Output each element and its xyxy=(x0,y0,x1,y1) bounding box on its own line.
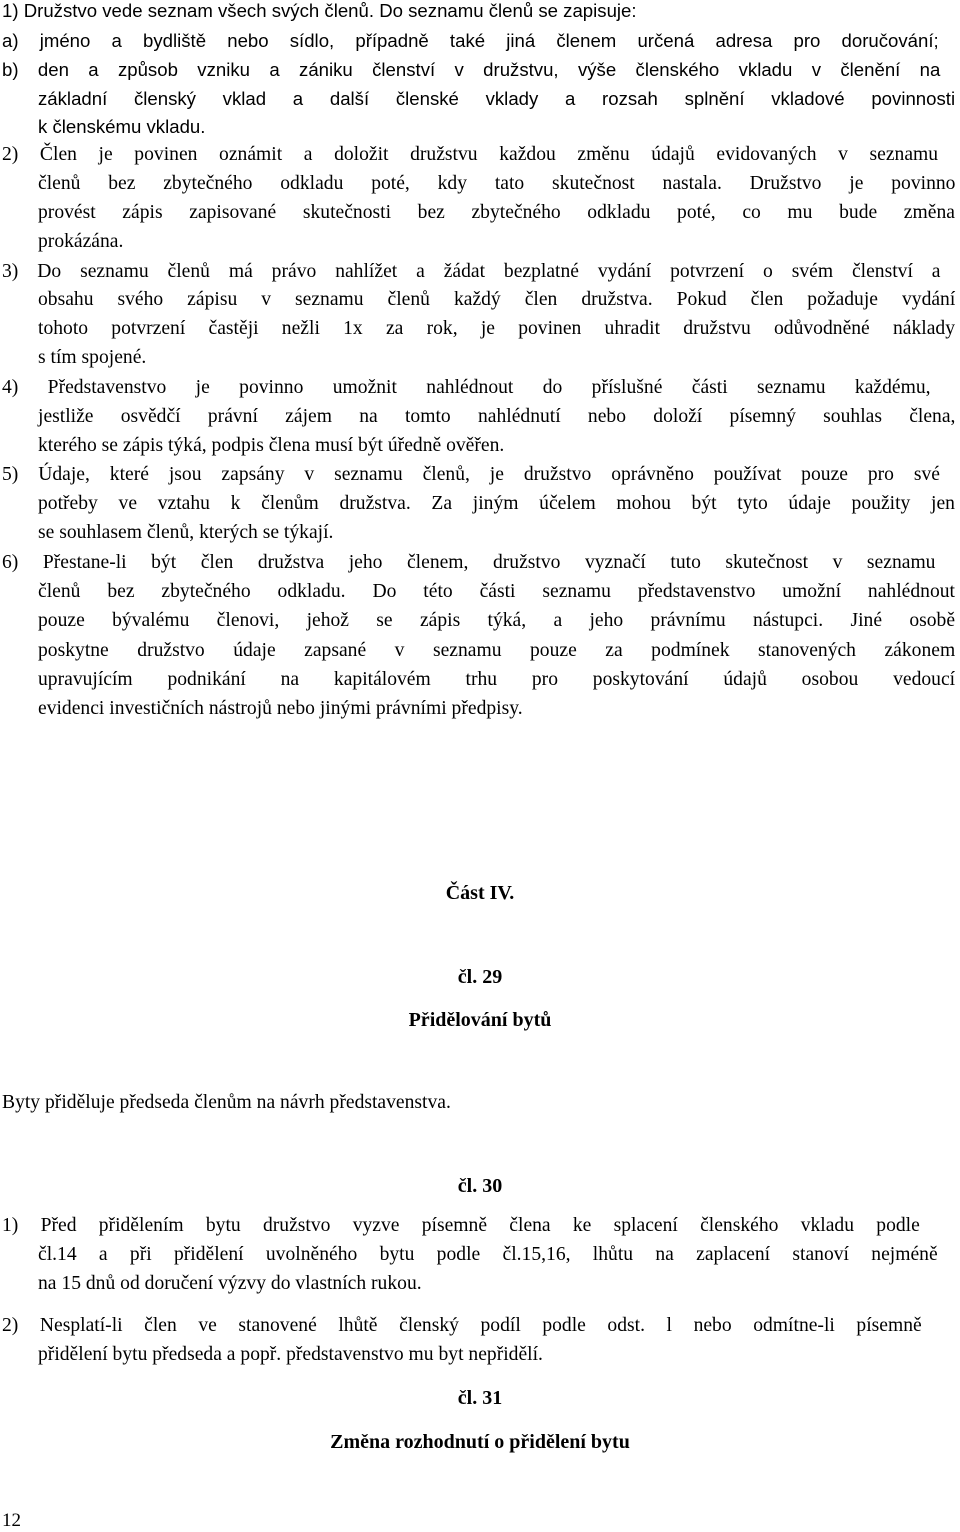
body-line: 5) Údaje, které jsou zapsány v seznamu členů, je družstvo oprávněno používat pouze pro své xyxy=(2,464,940,485)
body-line: jestliže osvědčí právní zájem na tomto nahlédnutí nebo doloží písemný souhlas člena, xyxy=(38,406,956,427)
article-30-line: na 15 dnů od doručení výzvy do vlastních rukou. xyxy=(38,1273,422,1294)
body-line: tohoto potvrzení častěji nežli 1x za rok, je povinen uhradit družstvu odůvodněné náklady xyxy=(38,318,956,339)
article-29-text: Byty přiděluje předseda členům na návrh představenstva. xyxy=(2,1092,451,1113)
article-29-heading: čl. 29 xyxy=(457,966,503,988)
article-30-line: přidělení bytu předseda a popř. představenstvo mu byt nepřidělí. xyxy=(38,1344,543,1365)
body-line: členů bez zbytečného odkladu. Do této části seznamu představenstvo umožní nahlédnout xyxy=(38,581,955,602)
body-line: b) den a způsob vzniku a zániku členství v družstvu, výše členského vkladu v členění na xyxy=(2,59,941,80)
body-line: a) jméno a bydliště nebo sídlo, případně také jiná členem určená adresa pro doručování; xyxy=(2,30,939,51)
body-line: upravujícím podnikání na kapitálovém trhu pro poskytování údajů osobou vedoucí xyxy=(38,669,956,690)
body-line: prokázána. xyxy=(38,231,124,252)
article-31-heading: čl. 31 xyxy=(457,1387,503,1409)
body-line: 6) Přestane-li být člen družstva jeho členem, družstvo vyznačí tuto skutečnost v seznamu xyxy=(2,552,936,573)
body-line: obsahu svého zápisu v seznamu členů každý člen družstva. Pokud člen požaduje vydání xyxy=(38,289,956,310)
body-line: 4) Představenstvo je povinno umožnit nahlédnout do příslušné části seznamu každému, xyxy=(2,377,931,398)
article-30-heading: čl. 30 xyxy=(457,1175,503,1197)
body-line: provést zápis zapisované skutečnosti bez zbytečného odkladu poté, co mu bude změna xyxy=(38,202,955,223)
page-number: 12 xyxy=(2,1510,21,1531)
part-heading: Část IV. xyxy=(445,882,515,904)
article-29-title: Přidělování bytů xyxy=(408,1009,552,1031)
body-line: s tím spojené. xyxy=(38,347,147,368)
body-line: poskytne družstvo údaje zapsané v seznamu pouze za podmínek stanovených zákonem xyxy=(38,640,956,661)
body-line: 2) Člen je povinen oznámit a doložit družstvu každou změnu údajů evidovaných v seznamu xyxy=(2,144,939,165)
article-30-line: 2) Nesplatí-li člen ve stanovené lhůtě členský podíl podle odst. l nebo odmítne-li písemně xyxy=(2,1315,922,1336)
article-30-line: čl.14 a při přidělení uvolněného bytu podle čl.15,16, lhůtu na zaplacení stanoví nejméně xyxy=(38,1244,938,1265)
body-line: k členskému vkladu. xyxy=(38,116,206,137)
body-line: pouze bývalému členovi, jehož se zápis týká, a jeho právnímu nástupci. Jiné osobě xyxy=(38,610,956,631)
body-line: 3) Do seznamu členů má právo nahlížet a žádat bezplatné vydání potvrzení o svém členství a xyxy=(2,261,941,282)
body-line: členů bez zbytečného odkladu poté, kdy tato skutečnost nastala. Družstvo je povinno xyxy=(38,173,956,194)
body-line: kterého se zápis týká, podpis člena musí být úředně ověřen. xyxy=(38,435,505,456)
body-line: potřeby ve vztahu k členům družstva. Za jiným účelem mohou být tyto údaje použity jen xyxy=(38,493,955,514)
body-line: se souhlasem členů, kterých se týkají. xyxy=(38,522,334,543)
body-line: evidenci investičních nástrojů nebo jinými právními předpisy. xyxy=(38,698,523,719)
article-31-title: Změna rozhodnutí o přidělení bytu xyxy=(330,1431,630,1453)
body-line: 1) Družstvo vede seznam všech svých členů. Do seznamu členů se zapisuje: xyxy=(2,0,637,21)
article-30-line: 1) Před přidělením bytu družstvo vyzve písemně člena ke splacení členského vkladu podle xyxy=(2,1215,920,1236)
body-line: základní členský vklad a další členské vklady a rozsah splnění vkladové povinnosti xyxy=(38,88,956,109)
